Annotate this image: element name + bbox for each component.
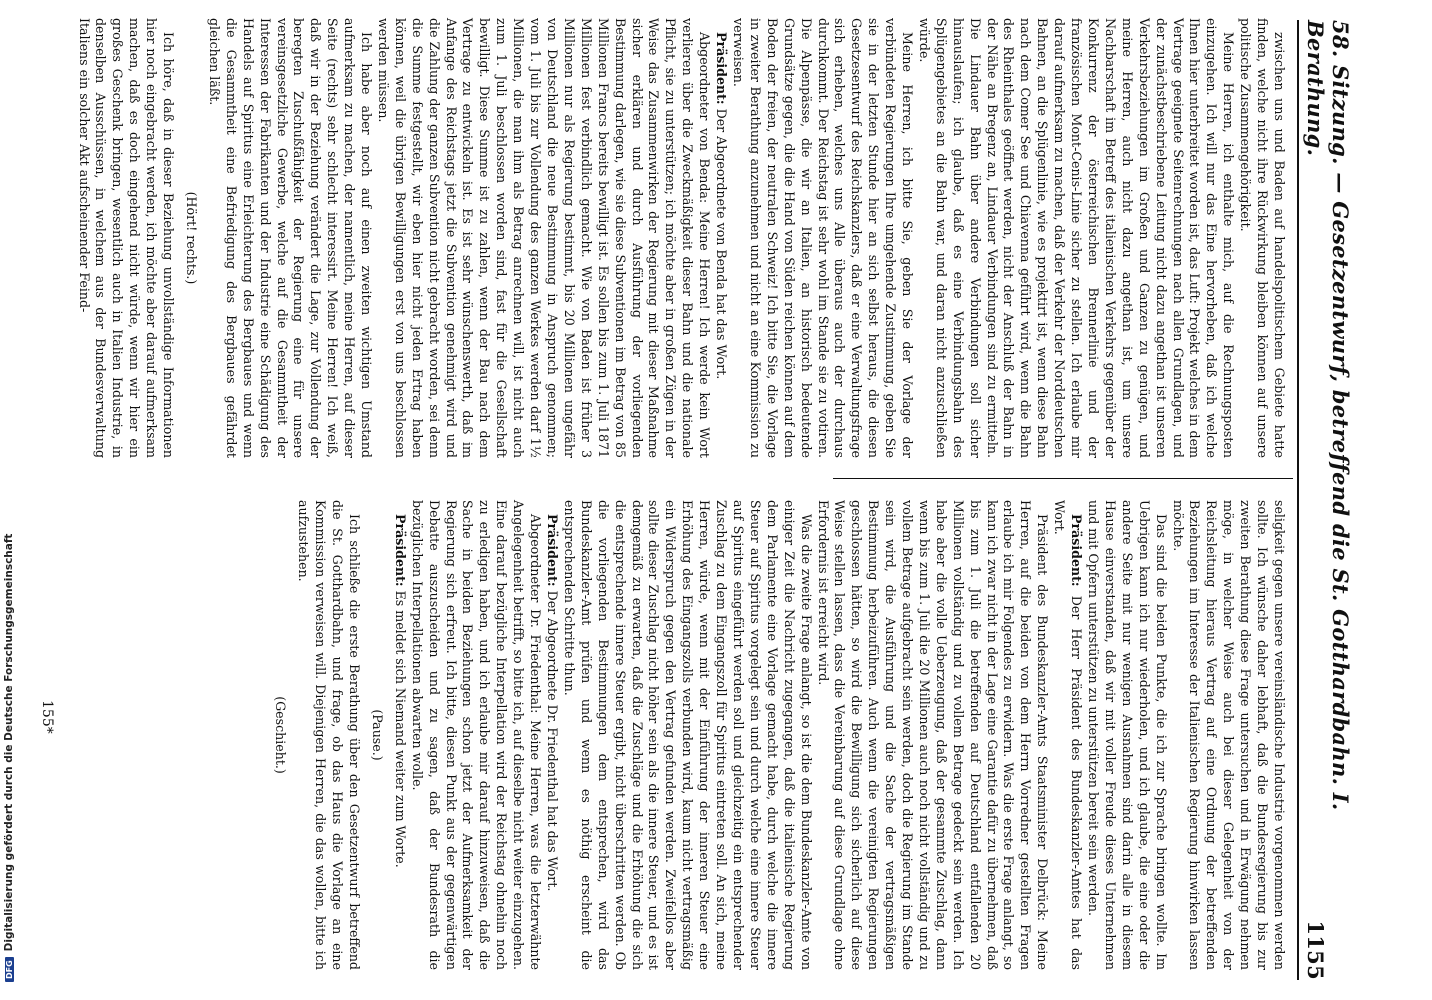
speaker-text: Der Herr Präsident des Bundeskanzler-Amtes hat das Wort. [1052, 500, 1085, 970]
newspaper-page [5, 0, 1353, 1000]
body-paragraph: Ich höre, daß in dieser Beziehung unvollständige Informationen hier noch eingebracht werden, ich möchte aber darauf aufmerksam machen, daß es doch eingehend nicht würde, wenn wir hier ein großes Geschenk bringen, wesentlich auch in Italien Industrie, in denselben Ausschüssen, in welchem aus der Bundesverwaltung Italiens ein solcher Akt aufscheinender Feind- [76, 18, 177, 458]
body-paragraph: Das sind die beiden Punkte, die ich zur Sprache bringen wollte. Im Uebrigen kann ich nur wiederholen, und ich glaube, die eine oder die andere Seite mit nur wenigen Ausnahmen sind darin alle in diesem Hause einverstanden, daß wir mit voller Freude dieses Unternehmen und mit Opfern unterstützen zu unterstützen bereit sein werden. [1086, 500, 1169, 970]
body-paragraph: Abgeordneter Dr. Friedenthal: Meine Herren, was die letzterwähnte Angelegenheit betrifft, so bitte ich, auf dieselbe nicht weiter einzugehen. Eine darauf bezügliche Interpellation wird der Reichstag ohnehin noch zu erledigen haben, und ich erlaube mir darauf hinzuweisen, daß die Sache in beiden Beziehungen schon jetzt der Aufmerksamkeit der Regierung sich erfreut. Ich bitte, diesen Punkt aus der gegenwärtigen Debatte auszuscheiden und zu sagen, daß der Bundesrath die bezüglichen Interpellationen abwarten wolle. [409, 500, 544, 970]
body-paragraph: seligkeit gegen unsere vereinsländische Industrie vorgenommen werden sollte. Ich wünsche daher lebhaft, daß die Bundesregierung bis zur zweiten Berathung diese Frage untersuchen und in Erwägung nehmen möge, in welcher Weise auch bei dieser Gelegenheit von der Reichsleitung hieraus Vertrag auf eine Ordnung der betreffenden Beziehungen im Interesse der Italienischen Regierung hinwirken lassen möchte. [1170, 500, 1287, 970]
body-paragraph: Abgeordneter von Benda: Meine Herren! Ich werde kein Wort verlieren über die Zweckmäßigkeit dieser Bahn und die nationale Pflicht, sie zu unterstützen; ich möchte aber in großen Zügen in der Weise das Zusammenwirken der Regierung mit dieser Maßnahme sicher erklären und durch Ausführung der vorliegenden Bestimmung darlegen, wie sie diese Subventionen im Betrag von 85 Millionen Francs bereits bewilligt ist. Es sollen bis zum 1. Juli 1871 Millionen fest verbindlich gemacht. Wie von Baden ist früher 3 Millionen nur als Regierung bestimmt, bis 20 Millionen ungefähr von Deutschland die neue Bestimmung in Anspruch genommen; vom 1. Juli bis zur Vollendung des ganzen Werkes werden darf 1½ Millionen, die man ihm als Betrag anrechnen will, ist nicht auch zum 1. Juli beschlossen worden sind, fast für die Gesellschaft bewilligt. Diese Summe ist zu zahlen, wenn der Bau nach dem Vertrage zu entwickeln ist. Es ist sehr wünschenswerth, daß im Anfange des Reichstags jetzt die Subvention genehmigt wird und die Zahlung der ganzen Subvention nicht gebracht worden, sei denn die Summe festgestellt, wir eben hier nicht jeden Ertrag haben können, weil die übrigen Bewilligungen erst von uns beschlossen werden müssen. [375, 18, 713, 458]
signature-mark: 155* [39, 700, 55, 734]
stage-direction: (Pause.) [369, 709, 385, 761]
speaker-name: Präsident: [1069, 514, 1085, 587]
header-rule [1297, 20, 1299, 980]
body-paragraph: Präsident des Bundeskanzler-Amts Staatsminister Delbrück: Meine Herren, auf die beiden von dem Herrn Vorredner gestellten Fragen erlaube ich mir Folgendes zu erwidern. Was die erste Frage anlangt, so kann ich zwar nicht in der Lage eine Garantie dafür zu übernehmen, daß bis zum 1. Juli die betreffenden auf Deutschland entfallenden 20 Millionen vollständig und zu vollem Betrage gedeckt sein werden. Ich habe aber die volle Ueberzeugung, daß der gesammte Zuschlag, dann wenn bis zum 1. Juli die 20 Millionen auch noch nicht vollständig und zu vollem Betrage aufgebracht sein werden, doch die Regierung im Stande sein wird, die Ausführung und die Sache der vertragsmäßigen Bestimmung herbeizuführen. Auch wenn die vereinigten Regierungen geschlossen hätten, so wird die Bewilligung sich sicherlich auf diese Weise stellen lassen, dass die Vereinbarung auf diese Grundlage ohne Erfordernis ist erreicht wird. [815, 500, 1051, 970]
page-number: 1155 [1303, 920, 1328, 980]
speaker-paragraph [543, 500, 560, 970]
body-paragraph: Ich schließe die erste Berathung über den Gesetzentwurf betreffend die St. Gotthardbahn, und frage, ob das Haus die Vorlage an eine Kommission verweisen will. Diejenigen Herren, die das wollen, bitte ich aufzustehen. [296, 500, 363, 970]
body-paragraph: Meine Herren, ich enthalte mich, auf die Rechnungsposten einzugehen. Ich will nur das Eine hervorheben, daß ich welche Ihnen hier unterbreitet worden ist, das Luft: Projekt welches in dem Vertrage geeignete Seitenrechnungen nach allen Grundlagen, und der zunächstbeschriebene Leitung nicht dazu angethan ist unseren Verkehrsbeziehungen im Großen und Ganzen zu genügen, und meine Herren, auch nicht dazu angethan ist, um unsere Nachbarschaft im Betreff des italienischen Verkehrs gegenüber der Konkurrenz der österreichischen Brennerlinie und der französischen Mont-Cenis-Linie sicher zu stellen. Ich erlaube mir darauf aufmerksam zu machen, daß der Verkehr der Norddeutschen Bahnen, an die Splügenlinie, wie es projektirt ist, wenn diese Bahn nach dem Comer See und Chiavenna geführt wird, wenn die Bahn des Rheinthales geöffnet werden, nicht der Anschluß der Bahn in der Nähe an Bregenz an, Lindauer Verbindungen sind zu ermitteln. Die Lindauer Bahn über andere Verbindungen soll sicher hinauslaufen; ich glaube, daß es eine Verbindungsbahn des Splügengebietes an die Bahn war, und daran nicht anzuschließen würde. [916, 18, 1237, 458]
speaker-text: Der Abgeordnete von Benda hat das Wort. [714, 108, 730, 380]
digitization-credit-text: Digitalisierung gefördert durch die Deutsche Forschungsgemeinschaft [3, 533, 15, 952]
stage-direction: (Hört! rechts.) [184, 191, 199, 285]
speaker-text: Der Abgeordnete Dr. Friedenthal hat das Wort. [545, 590, 561, 892]
left-column [75, 18, 1287, 458]
speaker-text: Es meldet sich Niemand weiter zum Worte. [392, 590, 408, 868]
body-paragraph: zwischen uns und Baden auf handelspolitischem Gebiete hatte finden, welche nicht ihre Rückwirkung bleiben können auf unsere politische Zusammengehörigkeit. [1238, 18, 1287, 458]
page-header-title: 58. Sitzung. — Gesetzentwurf, betreffend die St. Gotthardbahn. I. Berathung. [1303, 20, 1353, 811]
speaker-name: Präsident: [392, 514, 408, 587]
body-paragraph: Meine Herren, ich bitte Sie, geben Sie der Vorlage der verbündeten Regierungen Ihre umgehende Zustimmung, geben Sie sie in der letzten Stunde hier an sich selbst heraus, die diesen Gesetzesentwurf des Reichskanzlers, daß er eine Verwaltungsfrage sich erheben, welches uns Alle überaus auch der durchaus durchkommt. Der Reichstag ist sehr wohl im Stande sie zu votiren. Die Alpenpässe, die wir an Italien, an historisch bedeutende Grundsätze gegen, die die Hand von Süden reichen können auf dem Boden der freien, der neutralen Schweiz! Ich bitte Sie, die Vorlage in zweiter Berathung anzunehmen und nicht an eine Kommission zu verweisen. [731, 18, 916, 458]
speaker-paragraph [391, 500, 408, 970]
speaker-name: Präsident: [545, 514, 561, 587]
dfg-logo: DFG [5, 957, 14, 982]
running-header [1303, 20, 1353, 980]
speaker-name: Präsident: [714, 32, 730, 105]
body-paragraph: Ich habe aber noch auf einen zweiten wichtigen Umstand aufmerksam zu machen, der namentlich, meine Herren, auf dieser Seite (rechts) sehr schlecht interessirt. Meine Herren! Ich weiß, daß wir in der Beziehung verändert die Lage, zur Vollendung der beregten Zuschußfähigkeit der Regierung eine für unsere vereinsgesetzliche Gewerbe, welche auf die Gesammtheit der Interessen der Fabrikanten und der Industrie eine Schädigung des Handels auf Spiritus eine Erleichterung des Bergbaues und wenn die Gesammtheit eine Befriedigung des Bergbaues gefährdet gleichen läßt. [206, 18, 375, 458]
right-column [266, 500, 1287, 970]
column-divider [833, 478, 1293, 479]
speaker-paragraph [712, 18, 729, 458]
body-paragraph: Was die zweite Frage anlangt, so ist die dem Bundeskanzler-Amte von einiger Zeit die Nachricht zugegangen, daß die italienische Regierung dem Parlamente eine Vorlage gemacht habe, durch welche die innere Steuer auf Spiritus vorgelegt sein und durch welche eine innere Steuer auf Spiritus eingeführt werden soll und gleichzeitig ein entsprechender Zuschlag zu dem Eingangszoll für Spiritus eintreten soll. An sich, meine Herren, würde, wenn mit der Einführung der inneren Steuer eine Erhöhung des Eingangszolls verbunden wird, kaum nicht vertragsmäßig ein Widerspruch gegen den Vertrag gefunden werden. Zweifellos aber sollte dieser Zuschlag nicht höher sein als die innere Steuer, und es ist demgemäß zu erwarten, daß die Zuschläge und die Erhöhung die sich die entsprechende innere Steuer ergibt, nicht überschritten werden. Ob die vorliegenden Bestimmungen dem entsprechen, wird das Bundeskanzler-Amt prüfen und wenn es nöthig erscheint die entsprechenden Schritte thun. [561, 500, 814, 970]
speaker-paragraph [1050, 500, 1084, 970]
stage-direction: (Geschieht.) [273, 696, 289, 774]
digitization-credit [2, 0, 16, 1000]
